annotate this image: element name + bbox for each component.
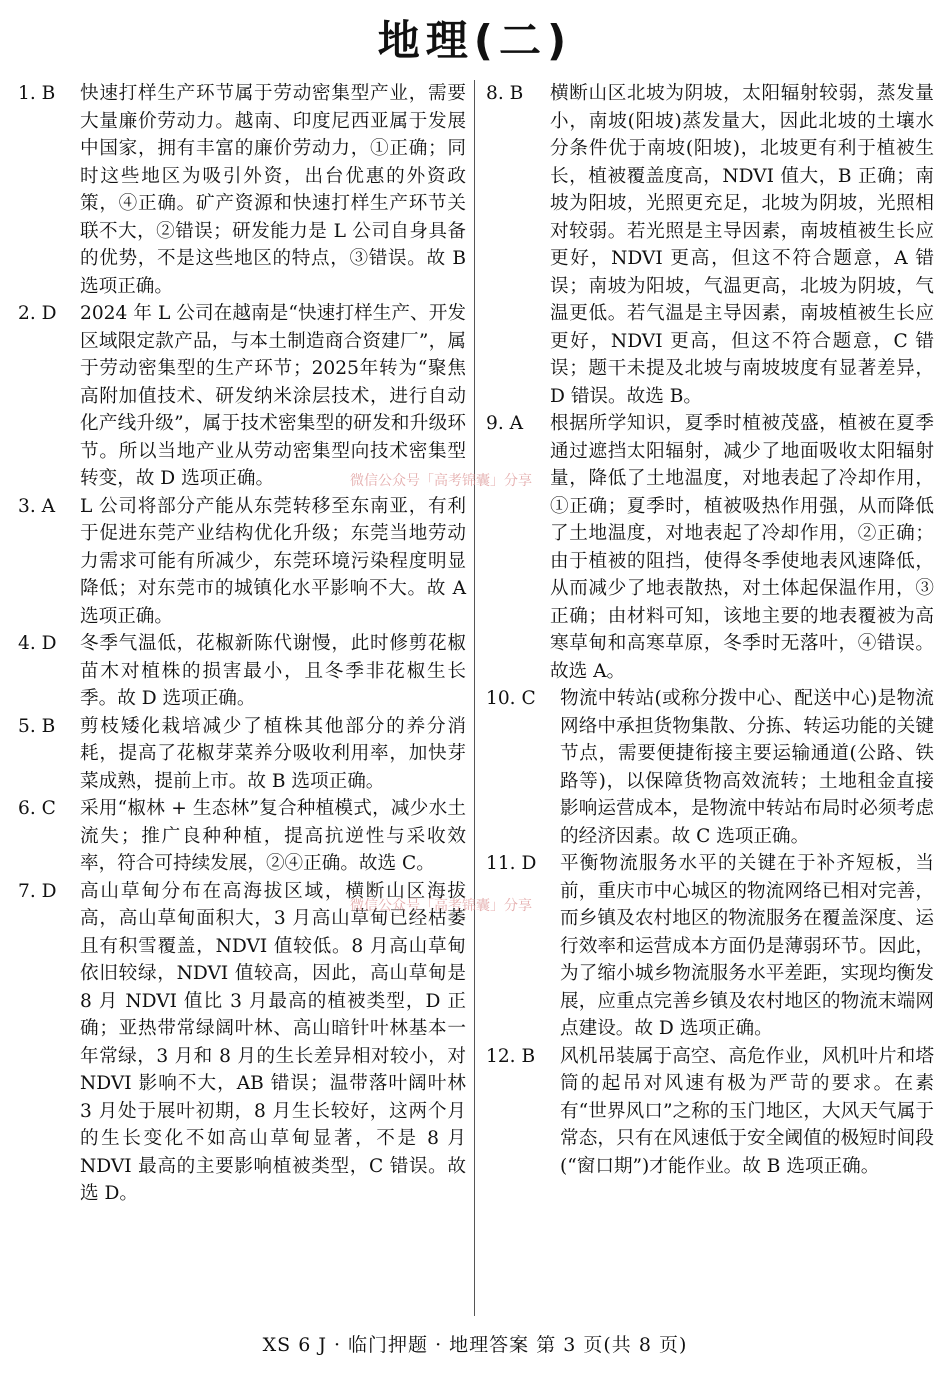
answer-explanation: 2024 年 L 公司在越南是“快速打样生产、开发区域限定款产品，与本土制造商合资建厂”，属于劳动密集型的生产环节；2025年转为“聚焦高附加值技术、研发纳米涂层技术，进行自动化产线升级”，属于技术密集型的研发和升级环节。所以当地产业从劳动密集型向技术密集型转变，故 D 选项正确。 bbox=[80, 303, 466, 489]
answer-item-3 bbox=[18, 493, 466, 631]
answer-explanation: 平衡物流服务水平的关键在于补齐短板，当前，重庆市中心城区的物流网络已相对完善，而乡镇及农村地区的物流服务在覆盖深度、运行效率和运营成本方面仍是薄弱环节。因此，为了缩小城乡物流服务水平差距，实现均衡发展，应重点完善乡镇及农村地区的物流末端网点建设。故 D 选项正确。 bbox=[560, 853, 934, 1039]
answer-item-11 bbox=[486, 850, 934, 1043]
answer-item-8 bbox=[486, 80, 934, 410]
answer-explanation: 采用“椒林 + 生态林”复合种植模式，减少水土流失；推广良种种植，提高抗逆性与采收效率，符合可持续发展，②④正确。故选 C。 bbox=[80, 798, 466, 874]
answer-number: 4. D bbox=[18, 633, 57, 654]
answer-item-2 bbox=[18, 300, 466, 493]
answer-explanation: 冬季气温低，花椒新陈代谢慢，此时修剪花椒苗木对植株的损害最小，且冬季非花椒生长季。故 D 选项正确。 bbox=[80, 633, 466, 709]
answer-number: 11. D bbox=[486, 853, 537, 874]
watermark: 微信公众号「高考锦囊」分享 bbox=[350, 473, 532, 489]
answer-explanation: 高山草甸分布在高海拔区域，横断山区海拔高，高山草甸面积大，3 月高山草甸已经枯萎且有积雪覆盖，NDVI 值较低。8 月高山草甸依旧较绿，NDVI 值较高，因此，高山草甸是 8 月 NDVI 值比 3 月最高的植被类型，D 正确；亚热带常绿阔叶林、高山暗针叶林基本一年常绿，3 月和 8 月的生长差异相对较小，对 NDVI 影响不大，AB 错误；温带落叶阔叶林 3 月处于展叶初期，8 月生长较好，这两个月的生长变化不如高山草甸显著，不是 8 月 NDVI 最高的主要影响植被类型，C 错误。故选 D。 bbox=[80, 880, 466, 1204]
answer-number: 7. D bbox=[18, 880, 57, 902]
answer-number: 8. B bbox=[486, 83, 524, 104]
answer-number: 3. A bbox=[18, 495, 56, 517]
page-title: 地理(二) bbox=[377, 16, 573, 65]
left-column bbox=[18, 80, 466, 1208]
answer-item-5 bbox=[18, 713, 466, 796]
answer-item-9 bbox=[486, 410, 934, 685]
watermark: 微信公众号「高考锦囊」分享 bbox=[350, 898, 532, 914]
answer-number: 6. C bbox=[18, 798, 56, 819]
answer-item-10 bbox=[486, 685, 934, 850]
answer-explanation: 快速打样生产环节属于劳动密集型产业，需要大量廉价劳动力。越南、印度尼西亚属于发展中国家，拥有丰富的廉价劳动力，①正确；同时这些地区为吸引外资，出台优惠的外资政策，④正确。矿产资源和快速打样生产环节关联不大，②错误；研发能力是 L 公司自身具备的优势，不是这些地区的特点，③错误。故 B 选项正确。 bbox=[80, 83, 466, 297]
answer-item-7 bbox=[18, 878, 466, 1208]
right-column bbox=[486, 80, 934, 1180]
answer-item-4 bbox=[18, 630, 466, 713]
answer-explanation: L 公司将部分产能从东莞转移至东南亚，有利于促进东莞产业结构优化升级；东莞当地劳动力需求可能有所减少，东莞环境污染程度明显降低；对东莞市的城镇化水平影响不大。故 A 选项正确。 bbox=[80, 495, 466, 627]
answer-number: 1. B bbox=[18, 83, 56, 104]
answer-number: 5. B bbox=[18, 715, 56, 737]
answer-item-12 bbox=[486, 1043, 934, 1181]
answer-explanation: 物流中转站(或称分拨中心、配送中心)是物流网络中承担货物集散、分拣、转运功能的关键节点，需要便捷衔接主要运输通道(公路、铁路等)，以保障货物高效流转；土地租金直接影响运营成本，是物流中转站布局时必须考虑的经济因素。故 C 选项正确。 bbox=[560, 688, 934, 847]
answer-number: 9. A bbox=[486, 413, 524, 434]
answer-explanation: 根据所学知识，夏季时植被茂盛，植被在夏季通过遮挡太阳辐射，减少了地面吸收太阳辐射量，降低了土地温度，对地表起了冷却作用，①正确；夏季时，植被吸热作用强，从而降低了土地温度，对地表起了冷却作用，②正确；由于植被的阻挡，使得冬季使地表风速降低，从而减少了地表散热，对土体起保温作用，③正确；由材料可知，该地主要的地表覆被为高寒草甸和高寒草原，冬季时无落叶，④错误。故选 A。 bbox=[550, 413, 934, 682]
column-divider bbox=[474, 80, 475, 1316]
page-footer: XS 6 J · 临门押题 · 地理答案 第 3 页(共 8 页) bbox=[262, 1334, 688, 1356]
answer-explanation: 横断山区北坡为阴坡，太阳辐射较弱，蒸发量小，南坡(阳坡)蒸发量大，因此北坡的土壤水分条件优于南坡(阳坡)，北坡更有利于植被生长，植被覆盖度高，NDVI 值大，B 正确；南坡为阳坡，光照更充足，北坡为阴坡，光照相对较弱。若光照是主导因素，南坡植被生长应更好，NDVI 更高，但这不符合题意，A 错误；南坡为阳坡，气温更高，北坡为阴坡，气温更低。若气温是主导因素，南坡植被生长应更好，NDVI 更高，但这不符合题意，C 错误；题干未提及北坡与南坡坡度有显著差异，D 错误。故选 B。 bbox=[550, 83, 934, 407]
answer-number: 2. D bbox=[18, 303, 57, 324]
answer-item-6 bbox=[18, 795, 466, 878]
answer-number: 10. C bbox=[486, 688, 536, 709]
answer-explanation: 剪枝矮化栽培减少了植株其他部分的养分消耗，提高了花椒芽菜养分吸收利用率，加快芽菜成熟，提前上市。故 B 选项正确。 bbox=[80, 715, 466, 792]
answer-number: 12. B bbox=[486, 1045, 536, 1067]
answer-item-1 bbox=[18, 80, 466, 300]
answer-explanation: 风机吊装属于高空、高危作业，风机叶片和塔筒的起吊对风速有极为严苛的要求。在素有“世界风口”之称的玉门地区，大风天气属于常态，只有在风速低于安全阈值的极短时间段(“窗口期”)才能作业。故 B 选项正确。 bbox=[560, 1045, 934, 1177]
